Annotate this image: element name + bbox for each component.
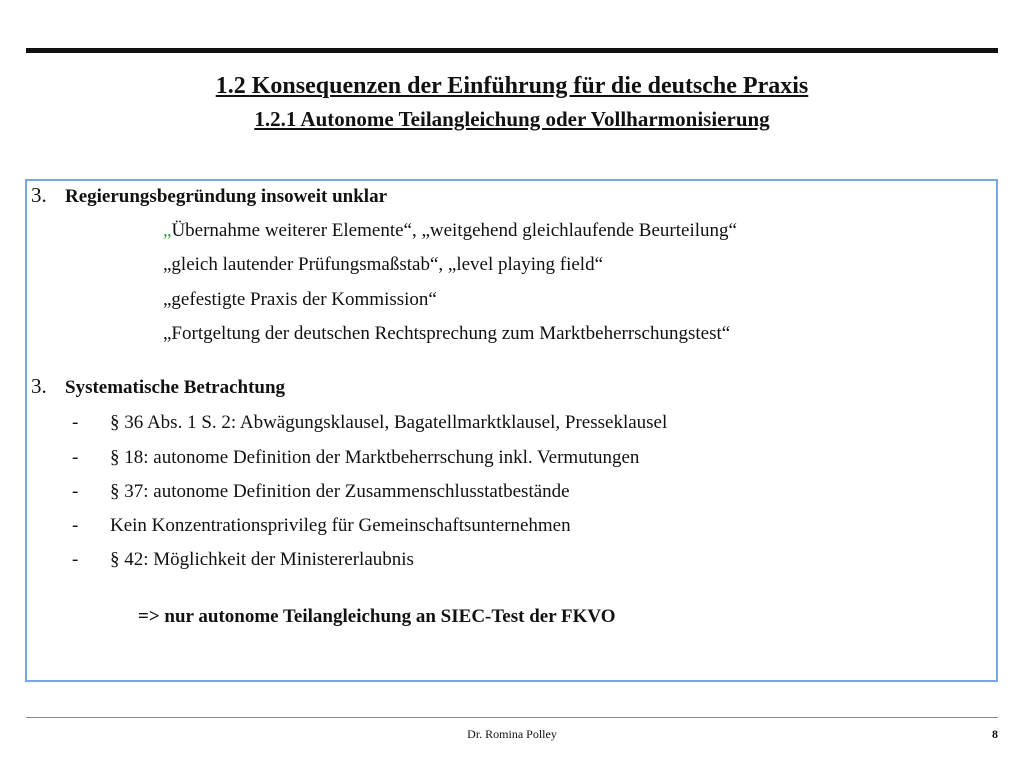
bullet-dash: - [72, 481, 79, 502]
bullet-text: § 42: Möglichkeit der Ministererlaubnis [110, 549, 414, 570]
bullet-dash: - [72, 447, 79, 468]
slide-subtitle: 1.2.1 Autonome Teilangleichung oder Vollharmonisierung [254, 107, 770, 131]
quote-line: „gefestigte Praxis der Kommission“ [163, 289, 437, 310]
quote-open-mark: „ [163, 220, 172, 241]
quote-line: „Fortgeltung der deutschen Rechtsprechung zum Marktbeherrschungstest“ [163, 323, 731, 344]
section-heading-2 [31, 374, 285, 400]
bullet-text: § 18: autonome Definition der Marktbeherrschung inkl. Vermutungen [110, 447, 640, 468]
bullet-item [72, 514, 571, 538]
section-heading-text-1: Regierungsbegründung insoweit unklar [65, 186, 388, 207]
section-heading-text-2: Systematische Betrachtung [65, 377, 286, 398]
top-rule [26, 48, 998, 53]
page-number: 8 [992, 727, 998, 741]
bullet-dash: - [72, 515, 79, 536]
section-number-1: 3. [31, 183, 47, 207]
conclusion-text: => nur autonome Teilangleichung an SIEC-Test der FKVO [138, 606, 616, 627]
section-heading-1 [31, 183, 387, 209]
bullet-dash: - [72, 549, 79, 570]
bullet-item [72, 411, 667, 435]
quote-line [163, 219, 737, 243]
section-number-2: 3. [31, 374, 47, 398]
footer-author: Dr. Romina Polley [467, 727, 557, 741]
bullet-item [72, 480, 570, 504]
slide-title: 1.2 Konsequenzen der Einführung für die deutsche Praxis [215, 73, 809, 99]
footer-rule [26, 717, 998, 718]
bullet-dash: - [72, 412, 79, 433]
bullet-item [72, 548, 414, 572]
bullet-text: § 36 Abs. 1 S. 2: Abwägungsklausel, Bagatellmarktklausel, Presseklausel [110, 412, 668, 433]
bullet-text: § 37: autonome Definition der Zusammenschlusstatbestände [110, 481, 570, 502]
bullet-text: Kein Konzentrationsprivileg für Gemeinschaftsunternehmen [110, 515, 571, 536]
quote-text: Übernahme weiterer Elemente“, „weitgehend gleichlaufende Beurteilung“ [171, 220, 737, 241]
bullet-item [72, 446, 639, 470]
quote-line: „gleich lautender Prüfungsmaßstab“, „level playing field“ [163, 254, 604, 275]
